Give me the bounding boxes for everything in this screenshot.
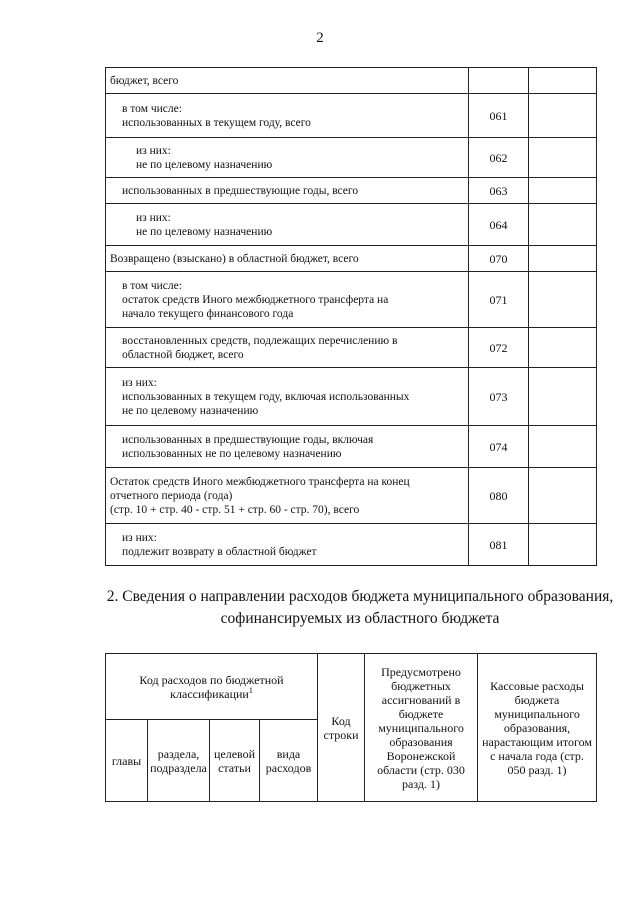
row-value: [529, 246, 597, 272]
chapter-header: главы: [106, 720, 148, 802]
row-label: [106, 272, 469, 328]
section-subsection-header: раздела, подраздела: [148, 720, 210, 802]
row-label: [106, 68, 469, 94]
row-label-line: Возвращено (взыскано) в областной бюджет, всего: [110, 252, 359, 265]
row-label-line: не по целевому назначению: [136, 158, 273, 171]
row-label-line: остаток средств Иного межбюджетного трансферта на: [122, 293, 389, 306]
table-row: [106, 272, 597, 328]
row-label-line: использованных в предшествующие годы, всего: [122, 184, 359, 197]
table-row: [106, 94, 597, 138]
table-row: [106, 178, 597, 204]
row-label: [106, 178, 469, 204]
row-value: [529, 328, 597, 368]
row-label-line: из них:: [136, 211, 171, 224]
row-code: 081: [469, 524, 529, 566]
section-2-title-line-2: софинансируемых из областного бюджета: [220, 610, 500, 627]
table-row: [106, 524, 597, 566]
page-number: 2: [316, 30, 324, 46]
row-value: [529, 178, 597, 204]
row-code: 071: [469, 272, 529, 328]
row-label-line: бюджет, всего: [110, 74, 179, 87]
table-row: [106, 68, 597, 94]
row-label: [106, 524, 469, 566]
row-value: [529, 368, 597, 426]
row-label-line: Остаток средств Иного межбюджетного трансферта на конец: [110, 475, 410, 488]
row-code: [469, 68, 529, 94]
row-label-line: использованных в предшествующие годы, включая: [122, 433, 374, 446]
planned-allocations-header: Предусмотрено бюджетных ассигнований в бюджете муниципального образования Воронежской области (стр. 030 разд. 1): [365, 654, 478, 802]
row-label: [106, 468, 469, 524]
budget-classification-header-text: Код расходов по бюджетной классификации: [139, 672, 284, 701]
table-row: [106, 426, 597, 468]
row-code: 080: [469, 468, 529, 524]
row-label-line: подлежит возврату в областной бюджет: [122, 545, 317, 558]
section-2-title-line-1: 2. Сведения о направлении расходов бюджета муниципального образования,: [106, 588, 614, 605]
cash-expenses-header: Кассовые расходы бюджета муниципального образования, нарастающим итогом с начала года (стр. 050 разд. 1): [478, 654, 597, 802]
row-label: [106, 368, 469, 426]
funds-table: [105, 67, 597, 566]
row-code: 063: [469, 178, 529, 204]
line-code-header: Код строки: [318, 654, 365, 802]
row-label-line: областной бюджет, всего: [122, 348, 244, 361]
row-code: 064: [469, 204, 529, 246]
row-value: [529, 204, 597, 246]
table-row: [106, 204, 597, 246]
row-label-line: в том числе:: [122, 102, 182, 115]
expense-type-header: вида расходов: [260, 720, 318, 802]
table-row: [106, 246, 597, 272]
row-label-line: из них:: [136, 144, 171, 157]
row-label-line: из них:: [122, 376, 157, 389]
target-item-header: целевой статьи: [210, 720, 260, 802]
row-label-line: не по целевому назначению: [136, 225, 273, 238]
row-value: [529, 468, 597, 524]
row-value: [529, 138, 597, 178]
row-code: 062: [469, 138, 529, 178]
row-value: [529, 272, 597, 328]
row-code: 061: [469, 94, 529, 138]
row-label-line: восстановленных средств, подлежащих перечислению в: [122, 334, 398, 347]
row-code: 072: [469, 328, 529, 368]
table-row: [106, 368, 597, 426]
row-label-line: из них:: [122, 531, 157, 544]
row-label-line: начало текущего финансового года: [122, 307, 294, 320]
row-code: 074: [469, 426, 529, 468]
row-value: [529, 524, 597, 566]
row-label-line: в том числе:: [122, 279, 182, 292]
row-code: 070: [469, 246, 529, 272]
row-code: 073: [469, 368, 529, 426]
row-label: [106, 94, 469, 138]
row-value: [529, 426, 597, 468]
table-row: [106, 138, 597, 178]
table-row: [106, 328, 597, 368]
table-row: [106, 468, 597, 524]
row-label-line: использованных не по целевому назначению: [122, 447, 342, 460]
budget-classification-header: [106, 654, 318, 720]
row-label-line: (стр. 10 + стр. 40 - стр. 51 + стр. 60 - стр. 70), всего: [110, 503, 360, 516]
row-label: [106, 328, 469, 368]
row-label-line: отчетного периода (года): [110, 489, 233, 502]
expenses-table: [105, 653, 597, 802]
row-label: [106, 138, 469, 178]
row-label-line: не по целевому назначению: [122, 404, 259, 417]
row-label-line: использованных в текущем году, всего: [122, 116, 311, 129]
section-2-heading: [100, 586, 620, 630]
row-label: [106, 426, 469, 468]
row-label: [106, 246, 469, 272]
row-value: [529, 68, 597, 94]
row-label: [106, 204, 469, 246]
footnote-marker: 1: [248, 685, 253, 695]
row-value: [529, 94, 597, 138]
row-label-line: использованных в текущем году, включая использованных: [122, 390, 410, 403]
